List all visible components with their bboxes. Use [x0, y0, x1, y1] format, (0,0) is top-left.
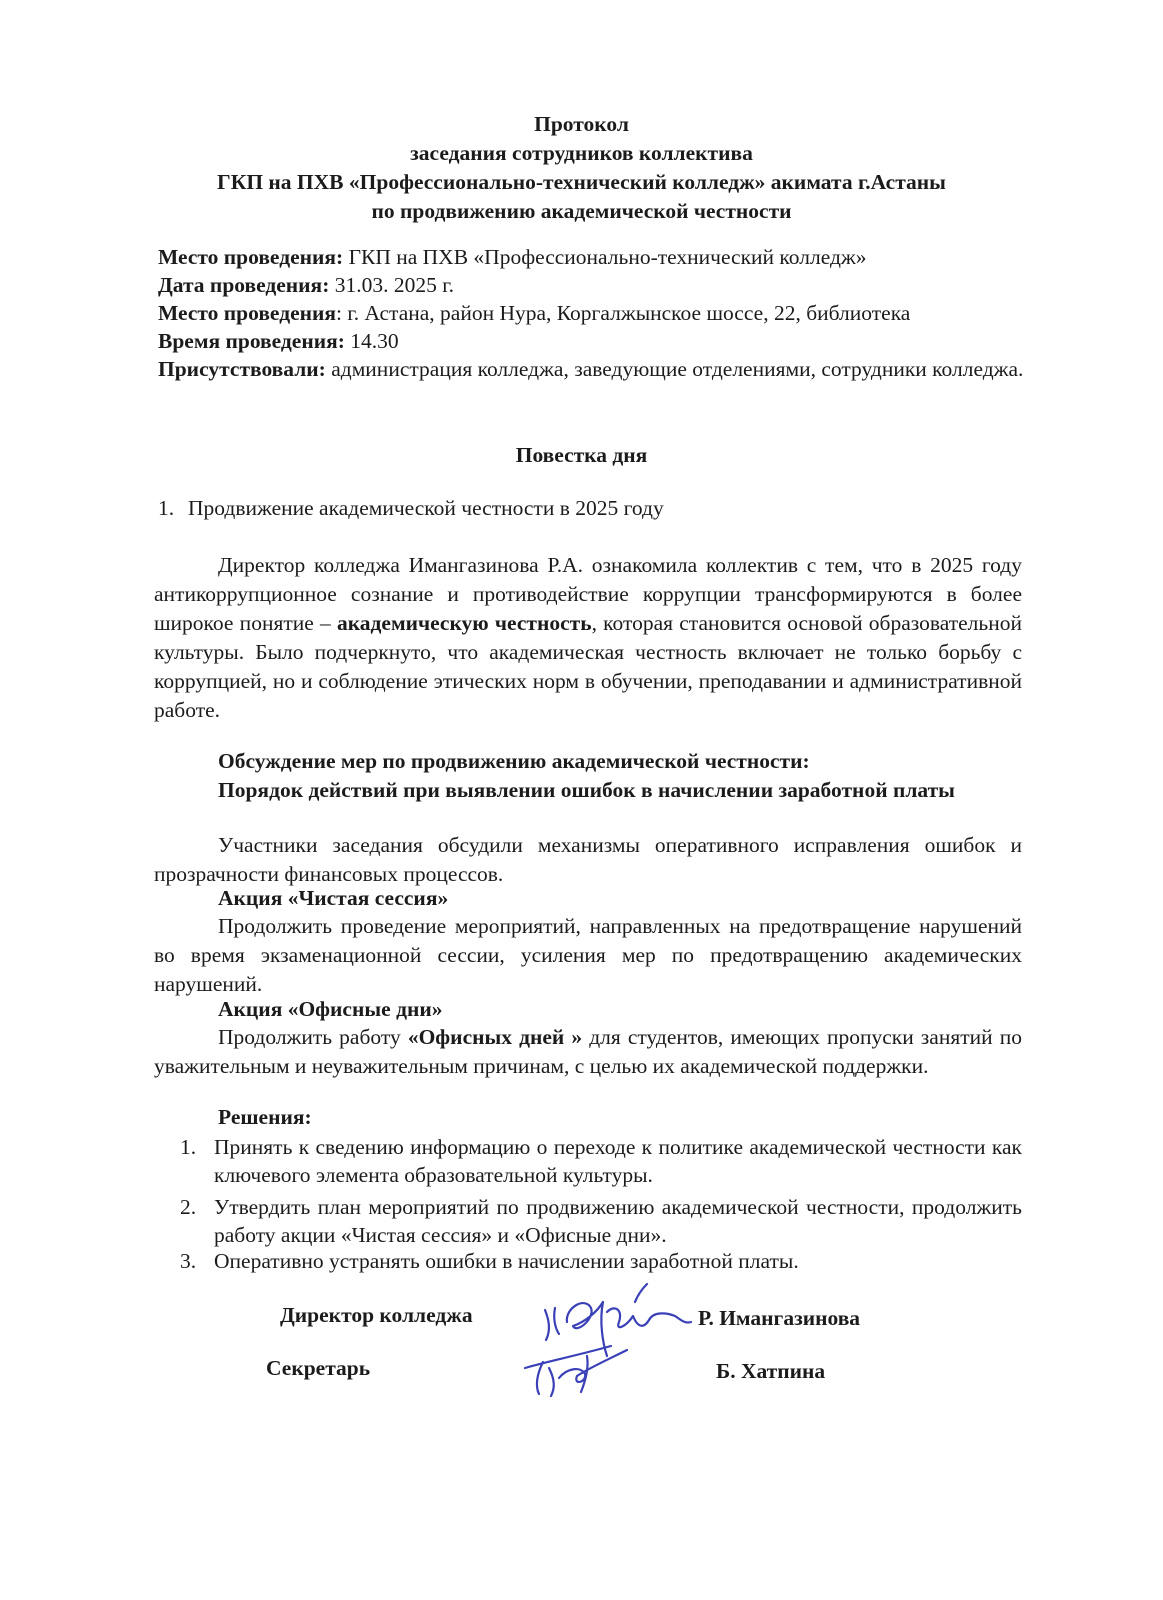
office-paragraph: Продолжить работу «Офисных дней » для студентов, имеющих пропуски занятий по уважительным и неуважительным причинам, с целью их академической поддержки.	[154, 1025, 1022, 1078]
secretary-label: Секретарь	[266, 1356, 371, 1380]
director-label: Директор колледжа	[280, 1303, 473, 1327]
agenda-title: Повестка дня	[515, 443, 648, 467]
meta-time: Время проведения: 14.30	[158, 329, 399, 353]
intro-paragraph: Директор колледжа Имангазинова Р.А. ознакомила коллектив с тем, что в 2025 году антикоррупционное сознание и противодействие коррупции трансформируются в более широкое понятие – академическую честность, которая становится основой образовательной культуры. Было подчеркнуто, что академическая честность включает не только борьбу с коррупцией, но и соблюдение этических норм в обучении, преподавании и административной работе.	[154, 553, 1022, 722]
decisions-heading: Решения:	[218, 1105, 312, 1129]
protocol-subtitle: заседания сотрудников коллектива	[410, 141, 753, 165]
decision-item: 2. Утвердить план мероприятий по продвижению академической честности, продолжить работу акции «Чистая сессия» и «Офисные дни».	[180, 1195, 1022, 1247]
decision-item: 1. Принять к сведению информацию о переходе к политике академической честности как ключевого элемента образовательной культуры.	[180, 1135, 1022, 1187]
meta-venue: Место проведения: ГКП на ПХВ «Профессионально-технический колледж»	[158, 245, 867, 269]
agenda-item: 1. Продвижение академической честности в 2025 году	[158, 496, 664, 520]
protocol-topic: по продвижению академической честности	[371, 199, 792, 223]
discussion-heading: Обсуждение мер по продвижению академической честности:	[218, 749, 810, 773]
session-paragraph: Продолжить проведение мероприятий, направленных на предотвращение нарушений во время экзаменационной сессии, усиления мер по предотвращению академических нарушений.	[154, 914, 1022, 996]
protocol-title: Протокол	[534, 112, 629, 136]
meta-date: Дата проведения: 31.03. 2025 г.	[158, 273, 455, 297]
director-name: Р. Имангазинова	[698, 1306, 861, 1330]
salary-heading: Порядок действий при выявлении ошибок в начислении заработной платы	[218, 778, 955, 802]
meta-address: Место проведения: г. Астана, район Нура, Коргалжынское шоссе, 22, библиотека	[158, 301, 911, 325]
decision-item: 3. Оперативно устранять ошибки в начислении заработной платы.	[180, 1249, 799, 1273]
salary-paragraph: Участники заседания обсудили механизмы оперативного исправления ошибок и прозрачности финансовых процессов.	[154, 833, 1022, 886]
session-heading: Акция «Чистая сессия»	[218, 886, 449, 910]
secretary-name: Б. Хатпина	[716, 1359, 826, 1383]
office-heading: Акция «Офисные дни»	[218, 997, 443, 1021]
meta-attendees: Присутствовали: администрация колледжа, заведующие отделениями, сотрудники колледжа.	[158, 357, 1024, 381]
organization-name: ГКП на ПХВ «Профессионально-технический колледж» акимата г.Астаны	[217, 170, 946, 194]
handwritten-signature	[515, 1282, 695, 1412]
